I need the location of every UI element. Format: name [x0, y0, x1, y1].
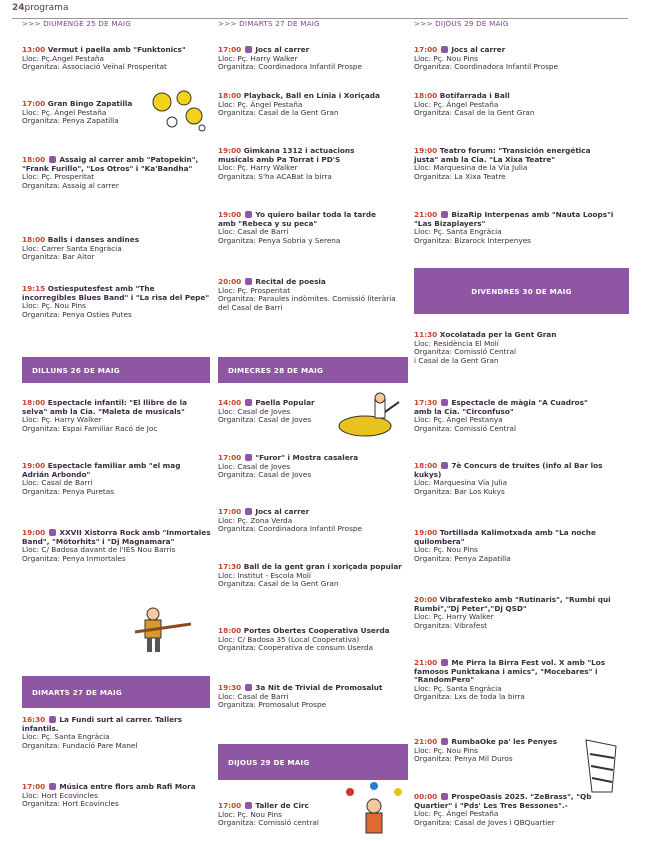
accessibility-icon [245, 802, 252, 809]
event-detail: Organitza: Penya Osties Putes [22, 309, 132, 319]
bingo-balls-icon [150, 90, 212, 134]
accessibility-icon [441, 738, 448, 745]
event-name: Ball de la gent gran i xoriçada popular [243, 562, 402, 571]
event-detail: Lloc: Marquesina Vía Julia [414, 478, 508, 488]
band-dijous: DIJOUS 29 DE MAIG [218, 744, 408, 780]
event-name: Balls i danses andines [47, 235, 140, 244]
band-dimarts: DIMARTS 27 DE MAIG [22, 676, 210, 708]
event-e28 [414, 399, 589, 433]
event-time: 13:00 [22, 45, 46, 54]
event-name: Vermut i paella amb "Funktonics" [47, 45, 186, 54]
event-title [414, 659, 624, 685]
event-time: 19:15 [22, 284, 46, 293]
zebra-icon [578, 736, 624, 796]
event-name: 3a Nit de Trivial de Promosalut [255, 683, 383, 692]
event-time: 17:00 [414, 45, 438, 54]
accessibility-icon [245, 508, 252, 515]
event-time: 19:00 [414, 146, 438, 155]
event-title [22, 529, 212, 546]
event-name: Música entre flors amb Rafi Mora [59, 782, 196, 791]
event-time: 11:30 [414, 330, 438, 339]
event-e29 [414, 462, 629, 496]
event-detail: Lloc: Pç. Zona Verda [218, 515, 293, 525]
event-time: 17:00 [218, 801, 242, 810]
event-name: Jocs al carrer [255, 45, 310, 54]
event-e24 [414, 92, 629, 118]
event-e4 [22, 236, 212, 262]
page-number: 24programa [12, 3, 69, 13]
event-time: 17:00 [218, 45, 242, 54]
event-detail: Organitza: Assaig al carrer [22, 180, 119, 190]
event-name: Portes Obertes Cooperativa Userda [243, 626, 390, 635]
event-time: 16:30 [22, 715, 46, 724]
event-name: 7è Concurs de truites (info al Bar los kukys) [414, 461, 603, 479]
accessibility-icon [245, 278, 252, 285]
event-time: 17:30 [218, 562, 242, 571]
event-title [22, 156, 202, 173]
event-e26 [414, 211, 624, 245]
event-e19 [218, 563, 408, 589]
event-time: 20:00 [414, 595, 438, 604]
event-title [414, 211, 624, 228]
guitar-player-icon [125, 606, 195, 654]
event-e21 [218, 684, 408, 710]
event-name: Xocolatada per la Gent Gran [439, 330, 557, 339]
event-title [414, 462, 629, 479]
event-title [218, 211, 378, 228]
event-e7 [22, 462, 182, 496]
event-name: Yo quiero bailar toda la tarde amb "Rebeca y su peca" [218, 210, 377, 228]
event-time: 17:00 [22, 782, 46, 791]
event-detail: Lloc: Pç. Ángel Pestaña [414, 809, 499, 819]
event-detail: Lloc: Pç. Ángel Pestaña [414, 99, 499, 109]
event-name: Espectacle infantil: "El llibre de la selva" amb la Cia. "Maleta de musicals" [22, 398, 188, 416]
event-detail: Lloc: Pç.Angel Pestaña [22, 53, 105, 63]
event-detail: Organitza: Espai Familiar Racó de Joc [22, 423, 158, 433]
event-detail: Lloc: Casal de Barri [22, 478, 93, 488]
event-time: 18:00 [218, 91, 242, 100]
event-detail: Organitza: Penya Sobria y Serena [218, 235, 341, 245]
event-time: 14:00 [218, 398, 242, 407]
event-e8 [22, 529, 212, 563]
event-detail: Organitza: Lxs de toda la birra [414, 692, 525, 702]
event-time: 20:00 [218, 277, 242, 286]
event-name: Jocs al carrer [255, 507, 310, 516]
event-detail: Lloc: Pç. Santa Engràcia [22, 732, 110, 742]
event-e33 [414, 738, 584, 764]
event-time: 19:30 [218, 683, 242, 692]
event-e3 [22, 156, 202, 190]
event-e2 [22, 100, 152, 126]
event-e5 [22, 285, 210, 319]
event-time: 21:00 [414, 737, 438, 746]
event-detail: Organitza: Casal de la Gent Gran [218, 108, 339, 118]
event-e25 [414, 147, 614, 181]
event-detail: Organitza: S'ha ACABat la birra [218, 171, 332, 181]
event-detail: Organitza: Fundació Pare Manel [22, 740, 138, 750]
event-e18 [218, 508, 408, 534]
accessibility-icon [441, 46, 448, 53]
event-detail: Lloc: Pç. Harry Walker [414, 612, 494, 622]
event-detail: Organitza: Vibrafest [414, 620, 487, 630]
event-time: 18:00 [414, 461, 438, 470]
day-heading-thursday: >>> DIJOUS 29 DE MAIG [414, 19, 509, 28]
event-e16 [218, 399, 328, 425]
accessibility-icon [441, 793, 448, 800]
day-heading-tuesday: >>> DIMARTS 27 DE MAIG [218, 19, 320, 28]
paella-cook-icon [335, 392, 405, 444]
event-name: Vibrafesteko amb "Rutinaris", "Rumbi qui Rumbi","Dj Peter","Dj QSD" [414, 595, 611, 613]
day-heading-sunday: >>> DIUMENGE 25 DE MAIG [22, 19, 131, 28]
event-detail: Lloc: C/ Badosa davant de l'IES Nou Barris [22, 545, 176, 555]
accessibility-icon [441, 659, 448, 666]
event-detail: Lloc: Pç. Nou Pins [22, 301, 86, 311]
event-detail: Lloc: Pç. Santa Engràcia [414, 683, 502, 693]
event-detail: Organitza: Penya Zapatilla [22, 116, 119, 126]
event-time: 17:00 [218, 507, 242, 516]
event-name: La Fundi surt al carrer. Tallers infantils. [22, 715, 182, 733]
event-detail: Lloc: Institut - Escola Molí [218, 570, 311, 580]
event-detail: Lloc: Carrer Santa Engràcia [22, 243, 122, 253]
event-name: RumbaOke pa' les Penyes [451, 737, 558, 746]
event-detail: Lloc: C/ Badosa 35 (Local Cooperativa) [218, 634, 360, 644]
event-e22 [218, 802, 328, 828]
accessibility-icon [245, 211, 252, 218]
event-title [414, 399, 589, 416]
event-e32 [414, 659, 624, 702]
event-detail: Lloc: Marquesina de la Vía Julia [414, 163, 528, 173]
event-e34 [414, 793, 629, 827]
event-name: ProspeOasis 2025. "ZeBrass", "Qb Quartier" i "Pds' Les Tres Bessones".- [414, 792, 592, 810]
event-name: Assaig al carrer amb "Patopekin", "Frank Furillo", "Los Otros" i "Ka'Bandha" [22, 155, 199, 173]
event-time: 19:00 [414, 528, 438, 537]
event-detail: Organitza: Comissió central [218, 818, 319, 828]
event-detail: Organitza: Casal de Joves [218, 415, 312, 425]
event-time: 19:00 [218, 146, 242, 155]
event-detail: i Casal de la Gent Gran [414, 355, 499, 365]
event-time: 18:00 [22, 398, 46, 407]
event-detail: Lloc: Pç. Nou Pins [414, 53, 478, 63]
event-detail: Organitza: Penya Zapatilla [414, 553, 511, 563]
event-time: 19:00 [22, 461, 46, 470]
event-e30 [414, 529, 629, 563]
event-detail: Lloc: Casal de Barri [218, 691, 289, 701]
event-detail: Lloc: Pç. Ángel Pestaña [22, 107, 107, 117]
event-time: 18:00 [22, 235, 46, 244]
event-time: 17:00 [218, 453, 242, 462]
event-name: Tortillada Kalimotxada amb "La noche quilombera" [414, 528, 596, 546]
event-detail: Organitza: Casal de Joves [218, 470, 312, 480]
band-divendres: DIVENDRES 30 DE MAIG [414, 268, 629, 314]
event-time: 18:00 [22, 155, 46, 164]
event-name: Gran Bingo Zapatilla [47, 99, 133, 108]
event-time: 21:00 [414, 210, 438, 219]
event-e6 [22, 399, 212, 433]
event-time: 17:00 [22, 99, 46, 108]
event-e10 [22, 783, 212, 809]
event-e31 [414, 596, 629, 630]
accessibility-icon [245, 454, 252, 461]
accessibility-icon [245, 684, 252, 691]
event-detail: Lloc: Casal de Joves [218, 406, 291, 416]
accessibility-icon [245, 399, 252, 406]
accessibility-icon [441, 211, 448, 218]
band-dimecres: DIMECRES 28 DE MAIG [218, 357, 408, 383]
event-detail: Organitza: Coordinadora Infantil Prospe [414, 62, 559, 72]
event-name: XXVII Xistorra Rock amb "Inmortales Band", "Mötorhits" i "Dj Magnamara" [22, 528, 211, 546]
event-title [414, 596, 629, 613]
event-name: Recital de poesia [255, 277, 326, 286]
page-header [12, 2, 628, 19]
event-time: 21:00 [414, 658, 438, 667]
event-name: Playback, Ball en Línia i Xoriçada [243, 91, 380, 100]
juggler-icon [338, 782, 410, 838]
event-title [22, 716, 182, 733]
event-detail: Lloc: Pç. Harry Walker [218, 53, 298, 63]
event-name: Jocs al carrer [451, 45, 506, 54]
accessibility-icon [49, 529, 56, 536]
event-detail: Organitza: Bar Los Kukys [414, 486, 505, 496]
event-time: 18:00 [414, 91, 438, 100]
accessibility-icon [49, 716, 56, 723]
event-detail: Lloc: Pç. Ángel Pestaña [218, 99, 303, 109]
event-detail: Lloc: Pç. Harry Walker [218, 163, 298, 173]
event-name: Me Pirra la Birra Fest vol. X amb "Los famosos Punktakana i amics", "Mocebares" i "RandomPero" [414, 658, 606, 685]
accessibility-icon [245, 46, 252, 53]
event-detail: Organitza: Penya Mil Duros [414, 754, 513, 764]
event-time: 19:00 [218, 210, 242, 219]
event-e17 [218, 454, 408, 480]
accessibility-icon [441, 399, 448, 406]
event-name: Espectacle de màgia "A Cuadros" amb la Cia. "Circonfuso" [414, 398, 588, 416]
event-detail: Organitza: Casal de la Gent Gran [414, 108, 535, 118]
event-name: "Furor" i Mostra casalera [255, 453, 359, 462]
event-time: 18:00 [218, 626, 242, 635]
event-e13 [218, 147, 368, 181]
event-detail: Organitza: Bar Aitor [22, 252, 95, 262]
event-detail: Organitza: Comissió Central [414, 423, 516, 433]
band-dilluns: DILLUNS 26 DE MAIG [22, 357, 210, 383]
event-detail: Lloc: Pç. Nou Pins [414, 745, 478, 755]
event-title [22, 285, 210, 302]
event-time: 00:00 [414, 792, 438, 801]
event-detail: Organitza: Casal de la Gent Gran [218, 579, 339, 589]
event-name: Teatro forum: "Transición energética justa" amb la Cia. "La Xixa Teatre" [414, 146, 591, 164]
event-name: Paella Popular [255, 398, 315, 407]
event-name: Ostiesputesfest amb "The incorregibles Blues Band" i "La risa del Pepe" [22, 284, 210, 302]
event-detail: Organitza: Penya Inmortales [22, 553, 126, 563]
event-e1 [22, 46, 212, 72]
event-detail: Organitza: Penya Puretas [22, 486, 115, 496]
event-e15 [218, 278, 398, 312]
event-title [22, 399, 212, 416]
event-detail: Lloc: Pç. Prosperitat [22, 172, 95, 182]
event-detail: Lloc: Residència El Molí [414, 338, 499, 348]
event-detail: Lloc: Hort Ecovincles [22, 790, 98, 800]
event-title [414, 147, 614, 164]
event-e12 [218, 92, 408, 118]
event-e9 [22, 716, 182, 750]
event-detail: Lloc: Casal de Barri [218, 227, 289, 237]
event-detail: Lloc: Pç. Harry Walker [22, 415, 102, 425]
event-detail: Organitza: Comissió Central [414, 347, 516, 357]
event-detail: Organitza: Paraules indòmites. Comissió literària del Casal de Barri [218, 294, 396, 312]
event-name: Gimkana 1312 i actuacions musicals amb Pa Torrat i PD'S [218, 146, 355, 164]
event-detail: Organitza: Coordinadora Infantil Prospe [218, 62, 363, 72]
event-detail: Organitza: Bizarock Interpenyes [414, 235, 531, 245]
event-e23 [414, 46, 629, 72]
event-detail: Organitza: Cooperativa de consum Userda [218, 643, 373, 653]
event-detail: Lloc: Pç. Nou Pins [218, 809, 282, 819]
event-detail: Organitza: Hort Ecovincles [22, 799, 119, 809]
event-title [218, 147, 368, 164]
event-e14 [218, 211, 378, 245]
event-time: 17:30 [414, 398, 438, 407]
event-name: Espectacle familiar amb "el mag Adrián Arbondo" [22, 461, 181, 479]
accessibility-icon [49, 156, 56, 163]
event-name: Botifarrada i Ball [439, 91, 510, 100]
event-title [414, 529, 629, 546]
event-detail: Lloc: Pç. Ángel Pestanya [414, 415, 503, 425]
event-detail: Organitza: La Xixa Teatre [414, 171, 506, 181]
accessibility-icon [441, 462, 448, 469]
event-detail: Organitza: Associació Veïnal Prosperitat [22, 62, 167, 72]
accessibility-icon [49, 783, 56, 790]
event-detail: Organitza: Promosalut Prospe [218, 700, 327, 710]
event-detail: Lloc: Casal de Joves [218, 461, 291, 471]
event-detail: Organitza: Coordinadora Infantil Prospe [218, 524, 363, 534]
event-e11 [218, 46, 408, 72]
event-time: 19:00 [22, 528, 46, 537]
event-name: BizaRip Interpenas amb "Nauta Loops"i "Las Bizaplayers" [414, 210, 614, 228]
event-e27 [414, 331, 629, 365]
event-e20 [218, 627, 408, 653]
event-detail: Organitza: Casal de Joves i QBQuartier [414, 817, 555, 827]
event-detail: Lloc: Pç. Santa Engràcia [414, 227, 502, 237]
event-detail: Lloc: Pç. Nou Pins [414, 545, 478, 555]
event-detail: Lloc: Pç. Prosperitat [218, 285, 291, 295]
event-name: Taller de Circ [255, 801, 309, 810]
event-title [22, 462, 182, 479]
